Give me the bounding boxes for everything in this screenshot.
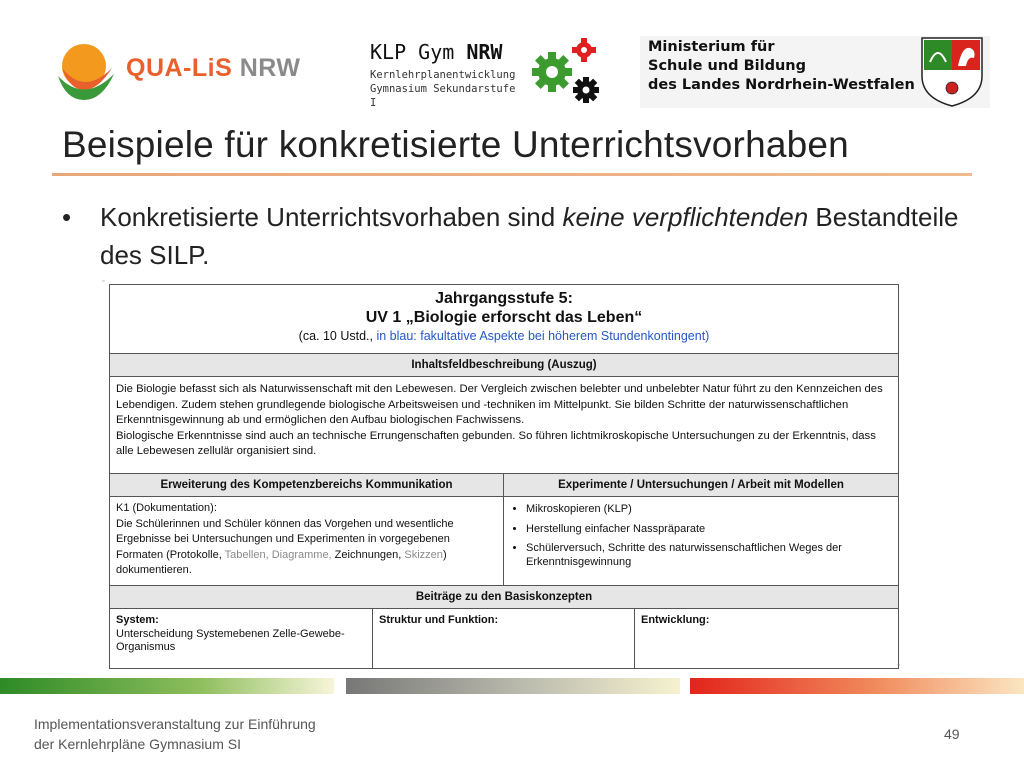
klp-title — [370, 40, 502, 64]
footer-line1: Implementationsveranstaltung zur Einführung — [34, 716, 316, 732]
basis-entwicklung-cell — [635, 609, 899, 669]
nrw-crest-icon — [918, 36, 986, 108]
bullet-text-italic: keine verpflichtenden — [562, 202, 809, 232]
uv-scope-note: in blau: fakultative Aspekte bei höherem Stundenkontingent) — [373, 329, 710, 343]
list-item: • Herstellung einfacher Nasspräparate — [526, 523, 892, 537]
klp-title-a: KLP Gym — [370, 40, 467, 64]
footer-line2: der Kernlehrpläne Gymnasium SI — [34, 736, 241, 752]
basis-struktur-cell — [373, 609, 635, 669]
jahrgangsstufe-label: Jahrgangsstufe 5: — [435, 290, 573, 307]
table-row — [110, 377, 899, 474]
uv-scope-hours: (ca. 10 Ustd., — [298, 329, 373, 343]
k1-title: K1 (Dokumentation): — [116, 502, 217, 514]
inhaltsfeld-header: Inhaltsfeldbeschreibung (Auszug) — [110, 354, 899, 377]
basis-system-label: System: — [116, 614, 159, 626]
k1-text-part2: Zeichnungen, — [331, 548, 405, 561]
footer-bar-red — [690, 678, 1024, 694]
qualis-name: QUA-LiS — [126, 54, 233, 82]
inhaltsfeld-body — [110, 377, 899, 474]
k1-text-grey2: Skizzen — [404, 548, 443, 561]
klp-subtitle — [370, 68, 520, 110]
k1-text-grey1: Tabellen, Diagramme, — [224, 548, 332, 561]
slide-title: Beispiele für konkretisierte Unterrichtsvorhaben — [62, 124, 849, 165]
gears-icon — [522, 38, 610, 106]
experimente-cell — [504, 497, 899, 586]
basis-system-text: Unterscheidung Systemebenen Zelle-Gewebe-Organismus — [116, 627, 345, 653]
uv-title: UV 1 „Biologie erforscht das Leben“ — [365, 309, 643, 326]
basis-system-cell — [110, 609, 373, 669]
experimente-header: Experimente / Untersuchungen / Arbeit mit Modellen — [504, 474, 899, 497]
basis-struktur-label: Struktur und Funktion: — [379, 614, 499, 626]
klp-sub-line1: Kernlehrplanentwicklung — [370, 69, 516, 81]
bullet-text-after: Bestandteile des SILP. — [100, 202, 959, 270]
ministry-line3: des Landes Nordrhein-Westfalen — [648, 77, 915, 93]
k1-cell — [110, 497, 504, 586]
anchor-mark-icon: ▫ — [897, 662, 900, 669]
inhaltsfeld-text1: Die Biologie befasst sich als Naturwissenschaft mit den Lebewesen. Der Vergleich zwischen belebter und unbelebter Natur führt zu den Kennzeichen des Lebendigen. Zudem stehen grundlegende biologische Arbeitsweisen und -techniken im Mittelpunkt. Sie bilden Schritte der naturwissenschaftlichen Erkenntnisgewinnung ab und ermöglichen den Aufbau biologischen Fachwissens. — [116, 383, 883, 426]
table-row — [110, 354, 899, 377]
anchor-mark-icon: ▫ — [102, 278, 105, 285]
klp-sub-line2: Gymnasium Sekundarstufe I — [370, 83, 516, 109]
qualis-wordmark — [126, 54, 300, 83]
footer-text — [34, 714, 414, 754]
kommunikation-header: Erweiterung des Kompetenzbereichs Kommunikation — [110, 474, 504, 497]
klp-gym-nrw-logo — [370, 38, 610, 109]
ministry-line2: Schule und Bildung — [648, 58, 807, 74]
table-row — [110, 609, 899, 669]
k1-text-part1: Die Schülerinnen und Schüler können das Vorgehen und wesentliche Ergebnisse bei Untersuchungen und Experimenten in vorgegebenen Formaten (Protokolle, — [116, 517, 454, 561]
page-number: 49 — [944, 726, 960, 742]
ministry-line1: Ministerium für — [648, 39, 775, 55]
qualis-nrw: NRW — [232, 54, 301, 82]
ministry-logo — [640, 36, 990, 108]
footer-bar-grey — [346, 678, 680, 694]
ministry-name — [648, 38, 915, 95]
unterrichtsvorhaben-table — [109, 284, 899, 669]
list-item: • Mikroskopieren (KLP) — [526, 503, 892, 517]
table-head-cell — [110, 285, 899, 354]
inhaltsfeld-text2: Biologische Erkenntnisse sind auch an technische Errungenschaften gebunden. So führen lichtmikroskopische Untersuchungen zu der Erkenntnis, dass alle Lebewesen zellulär organisiert sind. — [116, 429, 876, 457]
klp-title-b: NRW — [466, 40, 503, 64]
qualis-nrw-logo — [54, 38, 304, 102]
table-head-row — [110, 285, 899, 354]
experimente-list — [510, 503, 892, 569]
table-row — [110, 586, 899, 609]
bullet-text — [100, 198, 980, 274]
bullet-dot-icon: • — [62, 202, 72, 232]
table-row — [110, 497, 899, 586]
k1-text — [116, 517, 497, 579]
bullet-text-before: Konkretisierte Unterrichtsvorhaben sind — [100, 202, 563, 232]
qualis-sun-icon — [54, 38, 118, 102]
uv-scope — [114, 327, 894, 345]
basiskonzepte-header: Beiträge zu den Basiskonzepten — [110, 586, 899, 609]
footer-bar-green — [0, 678, 334, 694]
title-underline — [52, 173, 972, 176]
k1-text-part3: ) dokumentieren. — [116, 548, 447, 576]
list-item: • Schülerversuch, Schritte des naturwissenschaftlichen Weges der Erkenntnisgewinnung — [526, 542, 892, 569]
table-row — [110, 474, 899, 497]
basis-entwicklung-label: Entwicklung: — [641, 614, 710, 626]
